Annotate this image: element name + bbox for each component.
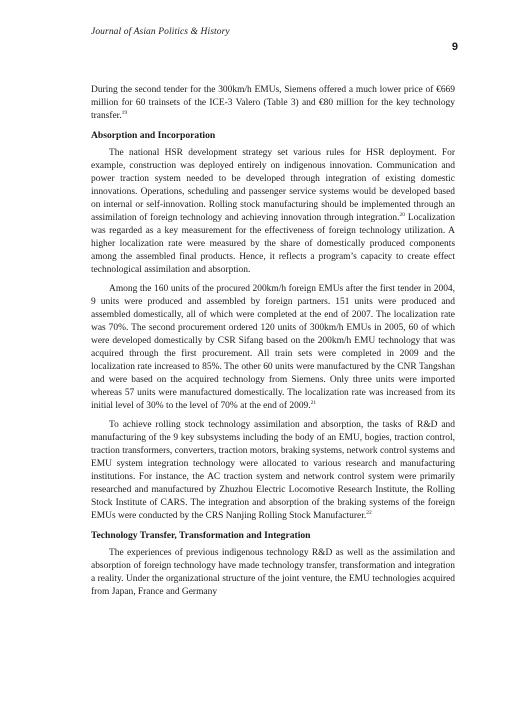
paragraph-text: Among the 160 units of the procured 200km/h foreign EMUs after the first tender in 2004, 9 units were produced and assembled by foreign partners. 151 units were produced and assembled domestically, all of which were completed at the end of 2007. The localization rate was 70%. The second procurement ordered 120 units of 300km/h EMUs in 2005, 60 of which were developed domestically by CSR Sifang based on the 200km/h EMU technology that was acquired through the first procurement. All train sets were completed in 2009 and the localization rate increased to 85%. The other 60 units were manufactured by the CNR Tangshan and were based on the acquired technology from Siemens. Only three units were imported whereas 57 units were manufactured domestically. The localization rate was increased from its initial level of 30% to the level of 70% at the end of 2009. [91,284,455,411]
paragraph-localization [91,283,455,413]
footnote-ref[interactable]: 22 [366,510,372,516]
paragraph-tender [91,84,455,123]
paragraph-integration [91,547,455,599]
paragraph-text: To achieve rolling stock technology assimilation and absorption, the tasks of R&D and manufacturing of the 9 key subsystems including the body of an EMU, bogies, traction control, traction transformers, converters, traction motors, braking systems, network control systems and EMU system integration technology were allocated to various research and manufacturing institutions. For instance, the AC traction system and network control system were primarily researched and manufactured by Zhuzhou Electric Locomotive Research Institute, the Rolling Stock Institute of CARS. The integration and absorption of the braking systems of the foreign EMUs were conducted by the CRS Nanjing Rolling Stock Manufacturer. [91,420,455,521]
paragraph-text: The experiences of previous indigenous technology R&D as well as the assimilation and absorption of foreign technology have made technology transfer, transformation and integration a reality. Under the organizational structure of the joint venture, the EMU technologies acquired from Japan, France and Germany [91,548,455,597]
footnote-ref[interactable]: 19 [121,110,128,116]
paragraph-subsystems [91,419,455,523]
footnote-ref[interactable]: 20 [399,212,405,218]
section-heading-transfer: Technology Transfer, Transformation and Integration [91,530,311,541]
section-heading-absorption: Absorption and Incorporation [91,130,216,141]
journal-title: Journal of Asian Politics & History [91,27,230,37]
footnote-ref[interactable]: 21 [310,400,317,406]
paragraph-text: During the second tender for the 300km/h EMUs, Siemens offered a much lower price of €669 million for 60 trainsets of the ICE-3 Valero (Table 3) and €80 million for the key technology transfer. [91,85,455,121]
paragraph-text: The national HSR development strategy set various rules for HSR deployment. For example, construction was deployed entirely on indigenous innovation. Communication and power traction system needed to be developed through integration of existing domestic innovations. Operations, scheduling and passenger service systems would be developed based on internal or self-innovation. Rolling stock manufacturing should be implemented through an assimilation of foreign technology and achieving innovation through integration. [91,148,455,223]
paragraph-text-continued: Localization was regarded as a key measurement for the effectiveness of foreign technology utilization. A higher localization rate were measured by the share of domestically produced components among the assembled final products. Hence, it reflects a program’s capacity to create effect technological assimilation and absorption. [91,213,455,275]
article-body [91,84,455,599]
page-number: 9 [451,41,458,53]
paragraph-strategy [91,147,455,277]
